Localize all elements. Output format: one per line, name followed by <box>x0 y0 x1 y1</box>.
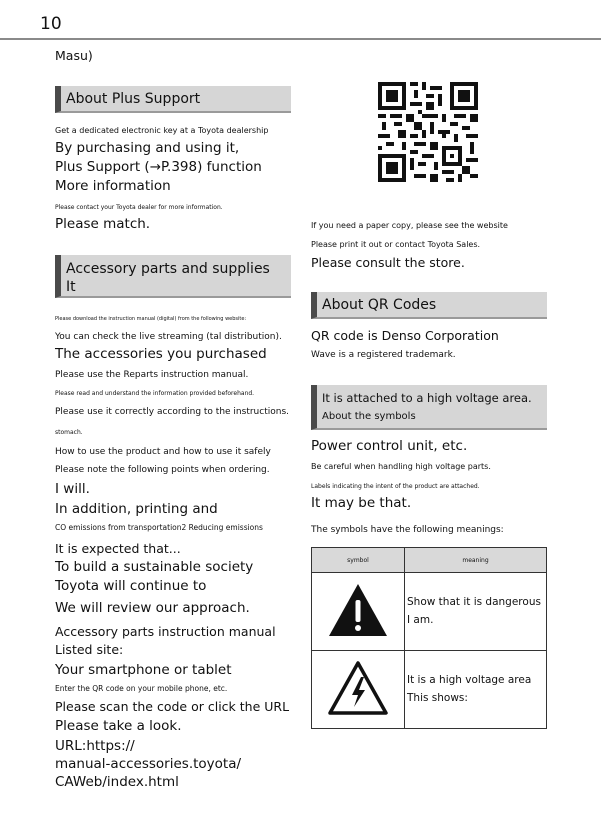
meaning-line: Show that it is dangerous <box>407 595 541 608</box>
qr-codes-header: About QR Codes <box>311 292 547 319</box>
acc-line-5: Please read and understand the information provided beforehand. <box>55 390 255 397</box>
acc-line-4: Please use the Reparts instruction manual. <box>55 370 249 380</box>
qr-code-image[interactable] <box>378 82 478 182</box>
acc-line-10: I will. <box>55 481 90 497</box>
meaning-column-header: meaning <box>405 548 547 573</box>
acc-line-14: To build a sustainable society <box>55 559 254 575</box>
acc-line-13: It is expected that... <box>55 541 181 556</box>
top-rule <box>0 38 601 40</box>
hv-line-2: Be careful when handling high voltage parts. <box>311 462 491 471</box>
acc-line-24: manual-accessories.toyota/ <box>55 756 242 772</box>
plus-line-6: Please match. <box>55 216 151 232</box>
acc-line-2: You can check the live streaming (tal distribution). <box>55 332 282 342</box>
acc-line-18: Listed site: <box>55 642 124 657</box>
acc-line-11: In addition, printing and <box>55 501 218 517</box>
plus-line-2: By purchasing and using it, <box>55 140 240 156</box>
plus-line-4: More information <box>55 178 171 194</box>
page-number: 10 <box>40 14 62 34</box>
symbol-column-header: symbol <box>312 548 405 573</box>
plus-line-5: Please contact your Toyota dealer for more information. <box>55 204 223 211</box>
symbol-table <box>311 547 547 729</box>
table-row <box>312 573 547 651</box>
acc-line-7: stomach. <box>55 429 83 436</box>
qr-line-2: Wave is a registered trademark. <box>311 350 456 360</box>
paper-line-3: Please consult the store. <box>311 255 465 270</box>
acc-line-9: Please note the following points when ordering. <box>55 465 270 475</box>
lead-text: Masu) <box>55 48 93 63</box>
acc-line-21: Please scan the code or click the URL <box>55 699 290 714</box>
meaning-line: This shows: <box>407 691 468 704</box>
high-voltage-header: It is attached to a high voltage area. About the symbols <box>311 385 547 430</box>
acc-line-8: How to use the product and how to use it safely <box>55 447 271 457</box>
plus-support-header: About Plus Support <box>55 86 291 113</box>
accessory-header: Accessory parts and supplies It <box>55 255 291 298</box>
qr-line-1: QR code is Denso Corporation <box>311 328 499 343</box>
paper-line-2: Please print it out or contact Toyota Sales. <box>311 240 481 249</box>
acc-line-1: Please download the instruction manual (digital) from the following website: <box>55 316 247 322</box>
meaning-line: I am. <box>407 613 434 626</box>
acc-line-16: We will review our approach. <box>55 600 250 616</box>
high-voltage-warning-icon <box>327 660 389 716</box>
hv-line-3: Labels indicating the intent of the product are attached. <box>311 483 480 490</box>
acc-line-15: Toyota will continue to <box>55 578 207 594</box>
acc-line-12: CO emissions from transportation2 Reducing emissions <box>55 523 263 532</box>
plus-line-3: Plus Support (→P.398) function <box>55 159 262 175</box>
hv-line-1: Power control unit, etc. <box>311 438 468 454</box>
hv-line-5: The symbols have the following meanings: <box>311 525 504 535</box>
paper-line-1: If you need a paper copy, please see the website <box>311 221 508 230</box>
acc-line-3: The accessories you purchased <box>55 346 267 362</box>
acc-line-20: Enter the QR code on your mobile phone, etc. <box>55 684 228 693</box>
table-row <box>312 651 547 729</box>
exclamation-warning-icon <box>327 582 389 638</box>
acc-line-22: Please take a look. <box>55 718 182 734</box>
hv-line-4: It may be that. <box>311 495 412 511</box>
acc-line-23: URL:https:// <box>55 738 135 754</box>
acc-line-25: CAWeb/index.html <box>55 774 179 790</box>
acc-line-19: Your smartphone or tablet <box>55 662 232 678</box>
meaning-line: It is a high voltage area <box>407 673 532 686</box>
acc-line-17: Accessory parts instruction manual <box>55 624 276 639</box>
acc-line-6: Please use it correctly according to the instructions. <box>55 407 289 417</box>
plus-line-1: Get a dedicated electronic key at a Toyota dealership <box>55 126 269 135</box>
